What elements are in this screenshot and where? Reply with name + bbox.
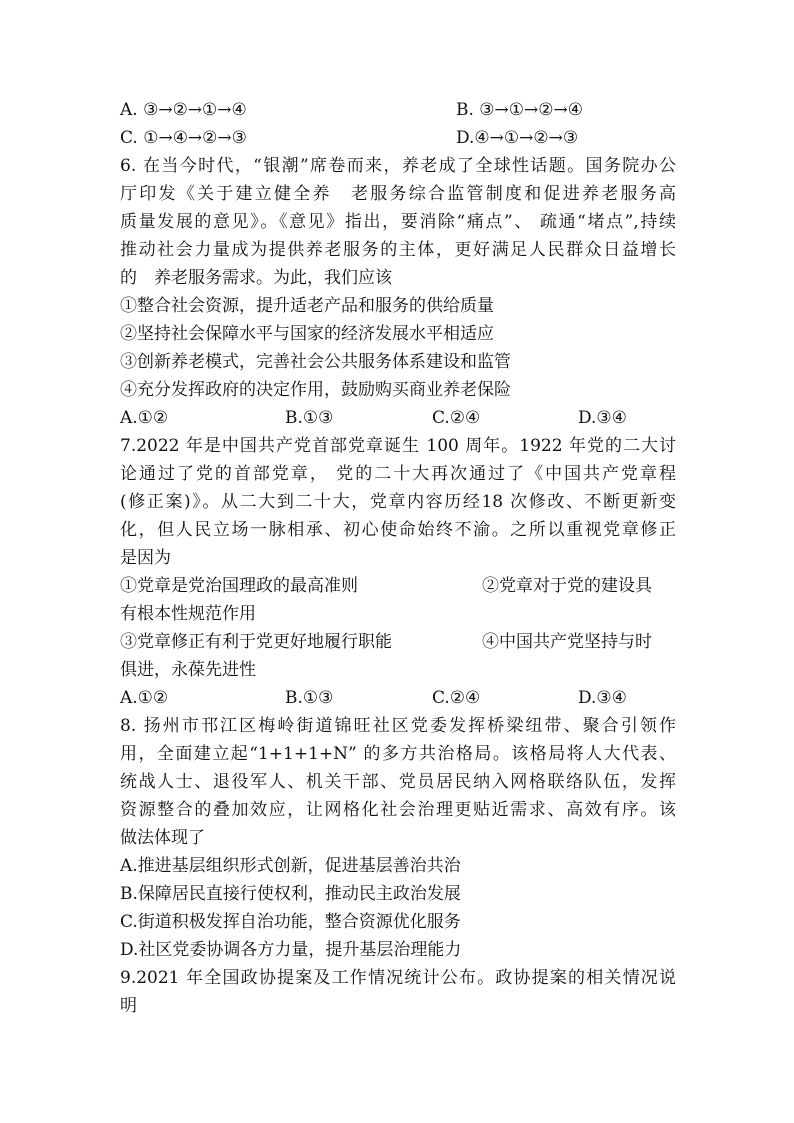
q8-option-a: A.推进基层组织形式创新，促进基层善治共治 [120,856,461,876]
q7-stem-line-1: 7.2022 年是中国共产党首部党章诞生 100 周年。1922 年党的二大讨 [120,436,676,456]
q7-option-c: C.②④ [432,688,481,708]
q7-item-2: ②党章对于党的建设具 [482,576,652,596]
q7-option-a: A.①② [120,688,169,708]
q6-option-d: D.③④ [578,408,627,428]
q7-option-d: D.③④ [578,688,627,708]
q6-stem-line-2: 厅印发《关于建立健全养 老服务综合监管制度和促进养老服务高 [120,184,676,204]
q7-item-2-continued: 有根本性规范作用 [120,604,256,624]
q7-item-4: ④中国共产党坚持与时 [482,632,652,652]
q9-stem-line-1: 9.2021 年全国政协提案及工作情况统计公布。政协提案的相关情况说 [120,968,676,988]
q6-stem-line-5: 的 养老服务需求。为此，我们应该 [120,268,392,288]
q6-item-4: ④充分发挥政府的决定作用，鼓励购买商业养老保险 [120,380,511,400]
q7-item-1: ①党章是党治国理政的最高准则 [120,576,358,596]
q6-option-c: C.②④ [432,408,481,428]
q8-stem-line-5: 做法体现了 [120,828,205,848]
q7-option-b: B.①③ [285,688,334,708]
q8-stem-line-2: 用，全面建立起“1+1+1+N” 的多方共治格局。该格局将人大代表、 [120,744,676,764]
q7-item-3: ③党章修正有利于党更好地履行职能 [120,632,392,652]
q6-stem-line-3: 质量发展的意见》。《意见》指出，要消除“痛点”、 疏通“堵点”,持续 [120,212,676,232]
q7-stem-line-2: 论通过了党的首部党章， 党的二十大再次通过了《中国共产党章程 [120,464,676,484]
q5-option-d: D.④→①→②→③ [456,128,579,148]
q5-option-a: A. ③→②→①→④ [120,100,247,120]
q7-stem-line-4: 化，但人民立场一脉相承、初心使命始终不渝。之所以重视党章修正 [120,520,676,540]
q6-item-1: ①整合社会资源，提升适老产品和服务的供给质量 [120,296,494,316]
q5-option-c: C. ①→④→②→③ [120,128,247,148]
q8-stem-line-3: 统战人士、退役军人、机关干部、党员居民纳入网格联络队伍，发挥 [120,772,676,792]
q9-stem-line-2: 明 [120,996,137,1016]
q7-stem-line-3: (修正案)》。从二大到二十大，党章内容历经18 次修改、不断更新变 [120,492,676,512]
q8-option-b: B.保障居民直接行使权利，推动民主政治发展 [120,884,461,904]
q5-option-b: B. ③→①→②→④ [456,100,583,120]
q6-option-b: B.①③ [285,408,334,428]
q6-stem-line-1: 6. 在当今时代，“银潮”席卷而来，养老成了全球性话题。国务院办公 [120,156,676,176]
q8-option-d: D.社区党委协调各方力量，提升基层治理能力 [120,940,462,960]
q8-stem-line-4: 资源整合的叠加效应，让网格化社会治理更贴近需求、高效有序。该 [120,800,676,820]
q7-item-4-continued: 俱进，永葆先进性 [120,660,256,680]
q8-option-c: C.街道积极发挥自治功能，整合资源优化服务 [120,912,461,932]
q6-item-2: ②坚持社会保障水平与国家的经济发展水平相适应 [120,324,494,344]
q7-stem-line-5: 是因为 [120,548,171,568]
q6-option-a: A.①② [120,408,169,428]
q6-stem-line-4: 推动社会力量成为提供养老服务的主体，更好满足人民群众日益增长 [120,240,676,260]
q8-stem-line-1: 8. 扬州市邗江区梅岭街道锦旺社区党委发挥桥梁纽带、聚合引领作 [120,716,676,736]
q6-item-3: ③创新养老模式，完善社会公共服务体系建设和监管 [120,352,511,372]
